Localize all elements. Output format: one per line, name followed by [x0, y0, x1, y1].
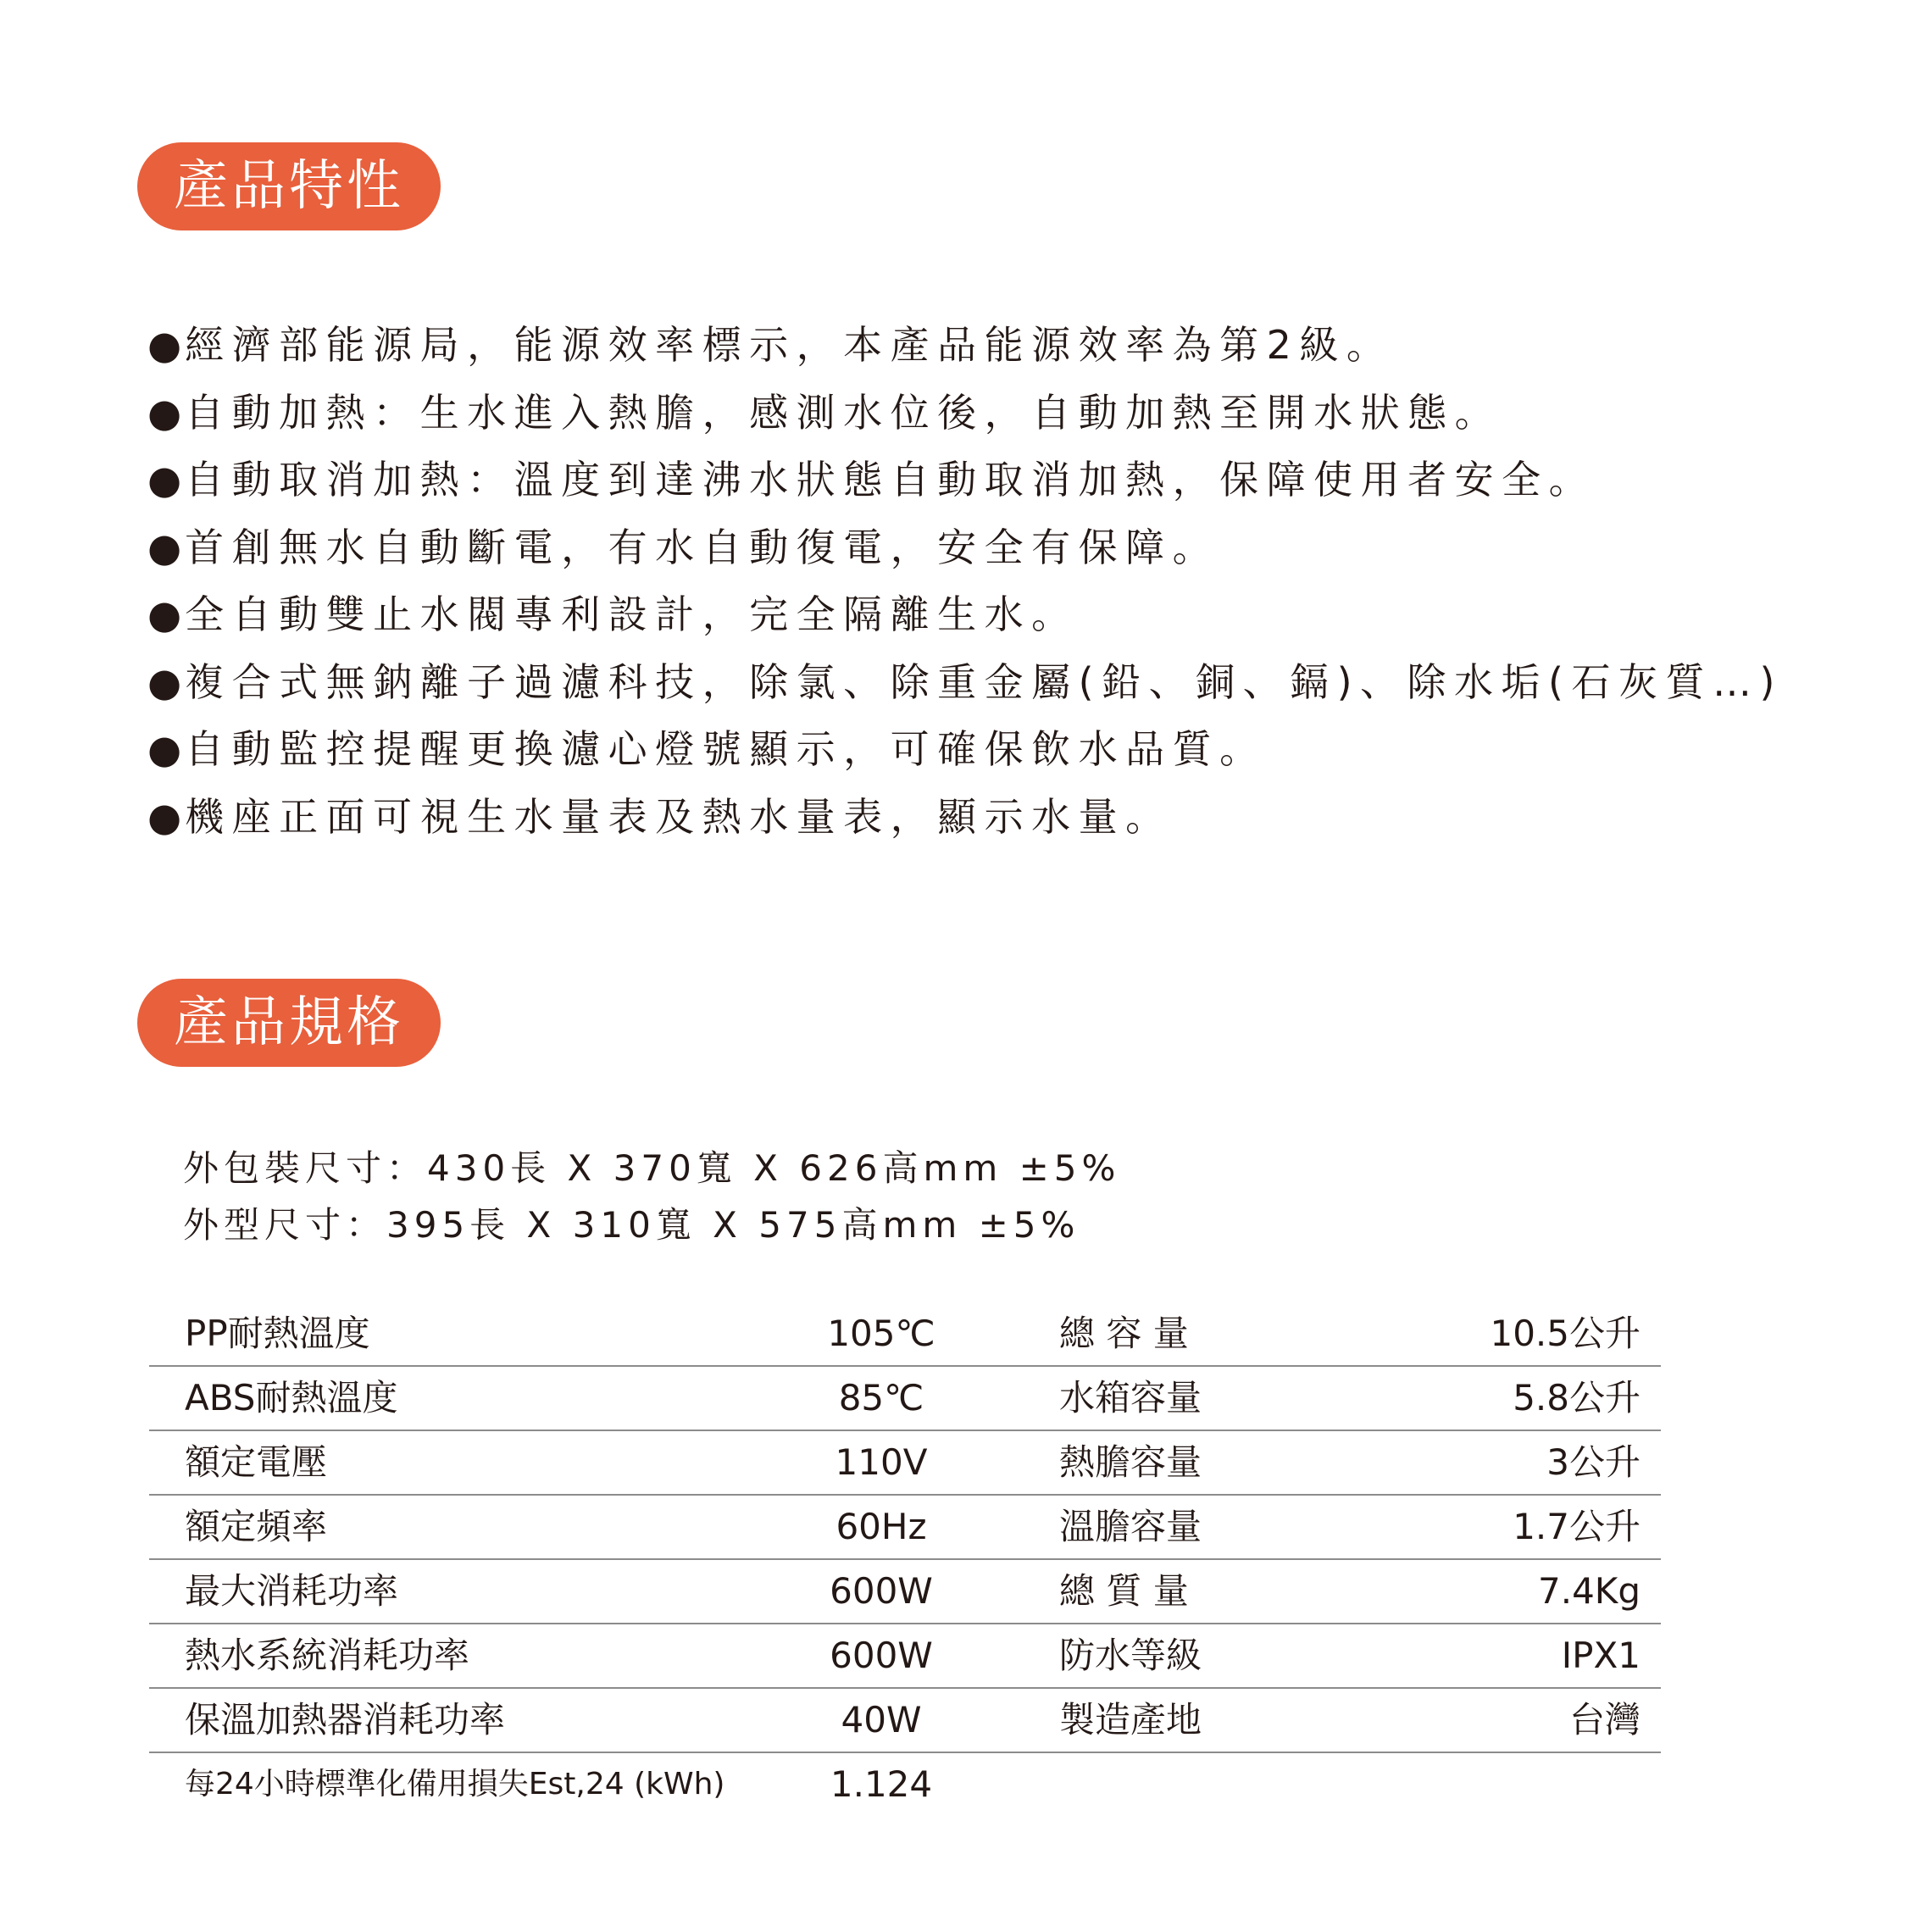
spec-label: 額定電壓: [185, 1441, 328, 1483]
spec-value: 110V: [835, 1441, 928, 1483]
feature-text: 首創無水自動斷電，有水自動復電，安全有保障。: [185, 524, 1220, 570]
spec-label-2: 製造產地: [1059, 1699, 1202, 1740]
spec-value-2: 台灣: [1568, 1699, 1641, 1740]
table-row: [149, 1624, 1661, 1689]
spec-value: 1.124: [830, 1763, 933, 1805]
feature-item: [147, 514, 1783, 582]
spec-value: 600W: [830, 1570, 933, 1612]
feature-item: [147, 581, 1783, 649]
spec-value-2: IPX1: [1561, 1635, 1641, 1676]
package-dimensions: 外包裝尺寸：430長 X 370寬 X 626高mm ±5%: [183, 1147, 1121, 1189]
table-row: [149, 1560, 1661, 1624]
spec-label-2: 總 質 量: [1059, 1570, 1189, 1612]
section-title-specs: 產品規格: [137, 979, 441, 1067]
spec-value: 105℃: [827, 1313, 935, 1354]
feature-list: [147, 312, 1783, 851]
spec-label-2: 防水等級: [1059, 1635, 1202, 1676]
bullet-icon: ●: [147, 389, 182, 436]
feature-text: 自動取消加熱：溫度到達沸水狀態自動取消加熱，保障使用者安全。: [185, 457, 1596, 502]
bullet-icon: ●: [147, 726, 182, 772]
spec-label: ABS耐熱溫度: [185, 1377, 398, 1418]
bullet-icon: ●: [147, 658, 182, 705]
spec-label: PP耐熱溫度: [185, 1313, 370, 1354]
spec-value: 60Hz: [836, 1506, 927, 1547]
table-row: [149, 1367, 1661, 1431]
feature-item: [147, 312, 1783, 380]
spec-value: 40W: [841, 1699, 922, 1740]
table-row: [149, 1302, 1661, 1367]
feature-text: 複合式無鈉離子過濾科技，除氯、除重金屬(鉛、銅、鎘)、除水垢(石灰質…): [185, 658, 1783, 705]
feature-item: [147, 447, 1783, 514]
spec-label-2: 溫膽容量: [1059, 1506, 1202, 1547]
spec-value-2: 1.7公升: [1513, 1506, 1641, 1547]
section-title-features: 產品特性: [137, 142, 441, 230]
bullet-icon: ●: [147, 457, 182, 502]
feature-item: [147, 380, 1783, 447]
bullet-icon: ●: [147, 524, 182, 570]
spec-value: 85℃: [838, 1377, 924, 1418]
body-dimensions: 外型尺寸：395長 X 310寬 X 575高mm ±5%: [183, 1204, 1080, 1246]
spec-label-2: 熱膽容量: [1059, 1441, 1202, 1483]
spec-value-2: 7.4Kg: [1538, 1570, 1641, 1612]
spec-label: 每24小時標準化備用損失Est,24 (kWh): [185, 1767, 725, 1802]
table-row: [149, 1689, 1661, 1753]
bullet-icon: ●: [147, 591, 182, 637]
feature-text: 自動監控提醒更換濾心燈號顯示，可確保飲水品質。: [185, 726, 1267, 772]
feature-text: 經濟部能源局，能源效率標示，本產品能源效率為第2級。: [185, 322, 1394, 368]
spec-label-2: 水箱容量: [1059, 1377, 1202, 1418]
spec-value: 600W: [830, 1635, 933, 1676]
spec-label: 保溫加熱器消耗功率: [185, 1699, 506, 1740]
spec-label: 額定頻率: [185, 1506, 328, 1547]
spec-value-2: 10.5公升: [1490, 1313, 1641, 1354]
spec-value-2: 3公升: [1546, 1441, 1641, 1483]
feature-item: [147, 649, 1783, 717]
feature-text: 機座正面可視生水量表及熱水量表，顯示水量。: [185, 793, 1173, 840]
spec-label-2: 總 容 量: [1059, 1313, 1189, 1354]
bullet-icon: ●: [147, 322, 182, 368]
dimensions: [183, 1140, 1120, 1253]
feature-item: [147, 716, 1783, 784]
spec-value-2: 5.8公升: [1513, 1377, 1641, 1418]
spec-label: 最大消耗功率: [185, 1570, 399, 1612]
feature-text: 全自動雙止水閥專利設計，完全隔離生水。: [185, 591, 1079, 637]
table-row: [149, 1496, 1661, 1560]
spec-label: 熱水系統消耗功率: [185, 1635, 470, 1676]
table-row: [149, 1753, 1661, 1816]
bullet-icon: ●: [147, 793, 182, 840]
feature-text: 自動加熱：生水進入熱膽，感測水位後，自動加熱至開水狀態。: [185, 389, 1502, 436]
table-row: [149, 1431, 1661, 1496]
feature-item: [147, 784, 1783, 852]
spec-table: [149, 1302, 1661, 1816]
